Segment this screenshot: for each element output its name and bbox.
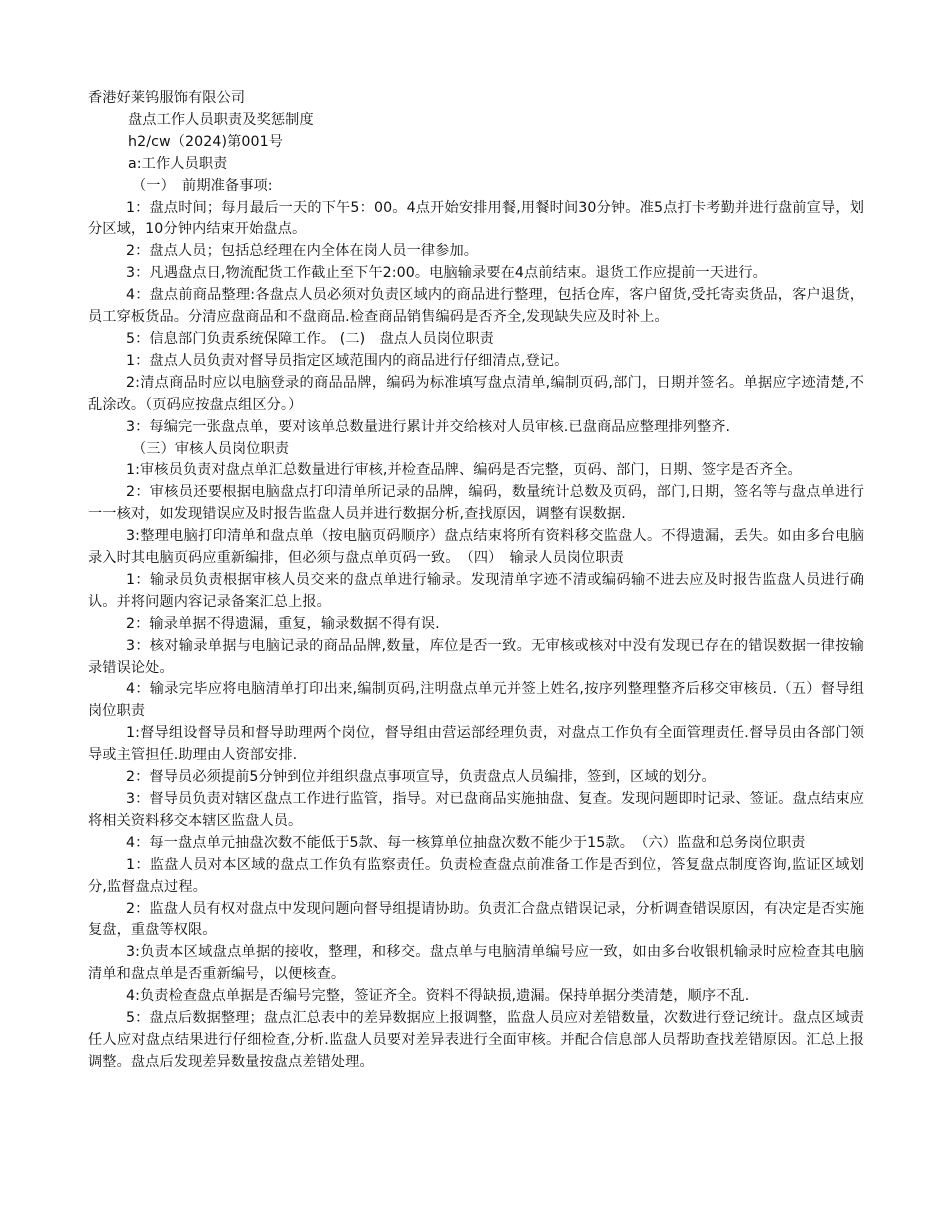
- paragraph: 2:清点商品时应以电脑登录的商品品牌，编码为标准填写盘点清单,编制页码,部门，日期并签名。单据应字迹清楚,不乱涂改。（页码应按盘点组区分。）: [88, 374, 864, 413]
- paragraph: 4:负责检查盘点单据是否编号完整，签证齐全。资料不得缺损,遗漏。保持单据分类清楚，顺序不乱.: [126, 988, 750, 1005]
- paragraph: （一） 前期准备事项:: [132, 177, 273, 194]
- paragraph: 4：每一盘点单元抽盘次数不能低于5款、每一核算单位抽盘次数不能少于15款。 （六）监盘和总务岗位职责: [126, 834, 806, 851]
- paragraph: 1：监盘人员对本区域的盘点工作负有监察责任。负责检查盘点前准备工作是否到位，答复盘点制度咨询,监证区域划分,监督盘点过程。: [88, 856, 864, 895]
- paragraph: 5：信息部门负责系统保障工作。 (二) 盘点人员岗位职责: [126, 330, 494, 347]
- paragraph: 2：督导员必须提前5分钟到位并组织盘点事项宣导，负责盘点人员编排，签到，区域的划分。: [126, 769, 716, 786]
- paragraph: 2：监盘人员有权对盘点中发现问题向督导组提请协助。负责汇合盘点错误记录，分析调查错误原因，有决定是否实施复盘，重盘等权限。: [88, 900, 864, 939]
- paragraph: 2：输录单据不得遗漏，重复，输录数据不得有误.: [126, 615, 440, 632]
- paragraph: 3:负责本区域盘点单据的接收，整理，和移交。盘点单与电脑清单编号应一致，如由多台收银机输录时应检查其电脑清单和盘点单是否重新编号，以便核查。: [88, 944, 864, 983]
- document-title: 盘点工作人员职责及奖惩制度: [128, 111, 314, 128]
- document-number: h2/cw（2024)第001号: [128, 133, 284, 150]
- paragraph: 2：审核员还要根据电脑盘点打印清单所记录的品牌，编码，数量统计总数及页码，部门,日期，签名等与盘点单进行一一核对，如发现错误应及时报告监盘人员并进行数据分析,查找原因，调整有误数据.: [88, 484, 864, 523]
- paragraph: 1：输录员负责根据审核人员交来的盘点单进行输录。发现清单字迹不清或编码输不进去应及时报告监盘人员进行确认。并将问题内容记录备案汇总上报。: [88, 571, 864, 610]
- paragraph: 3：凡遇盘点日,物流配货工作截止至下午2:00。电脑输录要在4点前结束。退货工作应提前一天进行。: [126, 265, 767, 282]
- paragraph: 3:整理电脑打印清单和盘点单（按电脑页码顺序）盘点结束将所有资料移交监盘人。不得遗漏，丢失。如由多台电脑录入时其电脑页码应重新编排，但必须与盘点单页码一致。 （四） 输录人员岗位职责: [88, 528, 864, 567]
- paragraph: 2：盘点人员；包括总经理在内全体在岗人员一律参加。: [126, 243, 479, 260]
- paragraph: （三）审核人员岗位职责: [132, 440, 290, 457]
- paragraph: 3：督导员负责对辖区盘点工作进行监管，指导。对已盘商品实施抽盘、复查。发现问题即时记录、签证。盘点结束应将相关资料移交本辖区监盘人员。: [88, 791, 864, 829]
- paragraph: 1：盘点时间；每月最后一天的下午5：00。4点开始安排用餐,用餐时间30分钟。准5点打卡考勤并进行盘前宣导，划分区域，10分钟内结束开始盘点。: [88, 199, 864, 238]
- paragraph: 4：盘点前商品整理:各盘点人员必须对负责区域内的商品进行整理，包括仓库，客户留货,受托寄卖货品，客户退货，员工穿板货品。分清应盘商品和不盘商品.检查商品销售编码是否齐全,发现缺失应及时补上。: [88, 287, 864, 326]
- paragraph: 3：核对输录单据与电脑记录的商品品牌,数量，库位是否一致。无审核或核对中没有发现已存在的错误数据一律按输录错误论处。: [88, 637, 864, 676]
- paragraph: 1:督导组设督导员和督导助理两个岗位，督导组由营运部经理负责，对盘点工作负有全面管理责任.督导员由各部门领导或主管担任.助理由人资部安排.: [88, 725, 864, 764]
- section-heading-a: a:工作人员职责: [128, 155, 228, 172]
- paragraph: 3：每编完一张盘点单，要对该单总数量进行累计并交给核对人员审核.已盘商品应整理排列整齐.: [126, 418, 731, 435]
- paragraph: 4：输录完毕应将电脑清单打印出来,编制页码,注明盘点单元并签上姓名,按序列整理整齐后移交审核员.（五）督导组岗位职责: [88, 681, 864, 720]
- company-name: 香港好莱钨服饰有限公司: [88, 90, 246, 106]
- paragraph: 1:审核员负责对盘点单汇总数量进行审核,并检查品牌、编码是否完整，页码、部门，日期、签字是否齐全。: [126, 462, 802, 479]
- paragraph: 1：盘点人员负责对督导员指定区域范围内的商品进行仔细清点,登记。: [126, 352, 569, 369]
- paragraph: 5：盘点后数据整理；盘点汇总表中的差异数据应上报调整，监盘人员应对差错数量，次数进行登记统计。盘点区域责任人应对盘点结果进行仔细检查,分析.监盘人员要对差异表进行全面审核。并配合信息部人员帮助查找差错原因。汇总上报调整。盘点后发现差异数量按盘点差错处理。: [88, 1010, 864, 1070]
